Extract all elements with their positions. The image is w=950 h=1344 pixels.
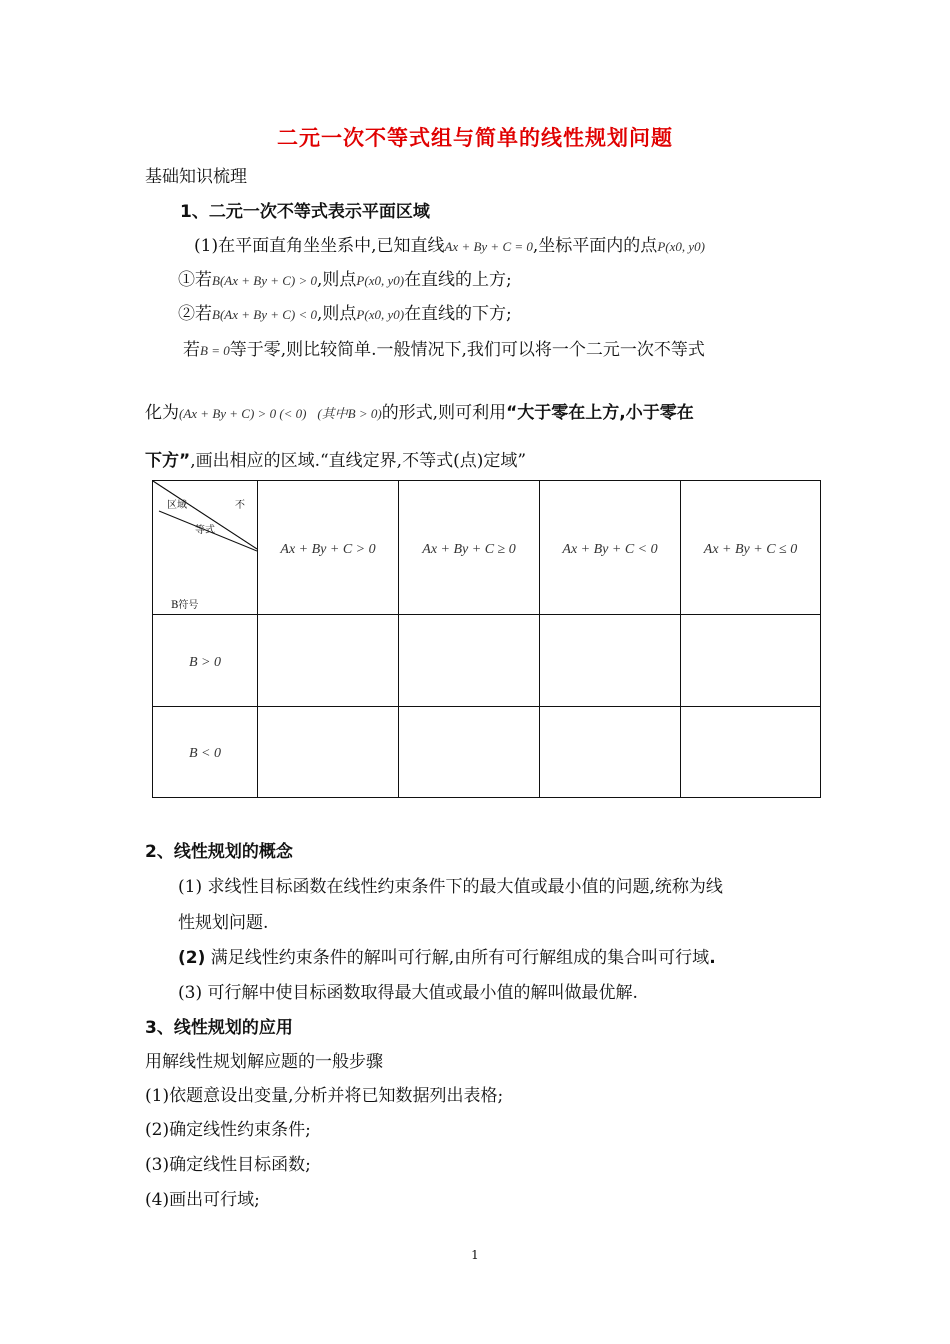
para4-math-2: (其中B > 0)	[317, 406, 382, 421]
s1-para1-text-b: ,坐标平面内的点	[532, 236, 658, 256]
case2-point: P(x0, y0)	[356, 307, 405, 322]
s1-para3	[183, 335, 705, 360]
section3-heading: 3、线性规划的应用	[145, 1018, 293, 1038]
item2-text: 满足线性约束条件的解叫可行解,由所有可行解组成的集合叫可行域	[205, 948, 710, 968]
header-cell-lt	[540, 481, 681, 615]
item2-end: .	[709, 948, 716, 968]
s1-para4	[145, 398, 694, 423]
case1-point: P(x0, y0)	[356, 273, 405, 288]
case1-text-b: ,则点	[317, 270, 357, 290]
case1-text-a: ①若	[178, 270, 212, 290]
table-corner-cell	[153, 481, 258, 615]
corner-label-ineq-1: 不	[235, 500, 245, 511]
para4-text-b: 的形式,则可利用	[381, 403, 507, 423]
para4-bold: “大于零在上方,小于零在	[506, 403, 694, 423]
corner-label-bsign: B符号	[171, 600, 199, 611]
region-table	[152, 480, 821, 798]
page-title: 二元一次不等式组与简单的线性规划问题	[277, 126, 673, 150]
case2-text-b: ,则点	[317, 304, 357, 324]
s1-para1	[194, 231, 705, 256]
para3-text-a: 若	[183, 340, 200, 360]
header-ge: Ax + By + C ≥ 0	[422, 541, 516, 557]
header-cell-ge	[399, 481, 540, 615]
table-cell	[540, 615, 681, 707]
s1-case2	[178, 299, 512, 324]
table-cell	[681, 707, 821, 798]
para5-text: ,画出相应的区域.“直线定界,不等式(点)定域”	[190, 451, 527, 471]
case1-text-c: 在直线的上方;	[404, 270, 512, 290]
section1-heading: 1、二元一次不等式表示平面区域	[180, 202, 430, 222]
s1-case1	[178, 265, 512, 290]
s1-para1-text-a: (1)在平面直角坐坐系中,已知直线	[194, 236, 445, 256]
para5-bold: 下方”	[145, 451, 191, 471]
corner-label-ineq-2: 等式	[195, 525, 215, 536]
para3-text-b: 等于零,则比较简单.一般情况下,我们可以将一个二元一次不等式	[229, 340, 705, 360]
line-equation: Ax + By + C = 0	[444, 239, 533, 254]
case2-text-c: 在直线的下方;	[404, 304, 512, 324]
para4-text-a: 化为	[145, 403, 179, 423]
para3-math: B = 0	[200, 343, 230, 358]
header-lt: Ax + By + C < 0	[562, 541, 658, 557]
table-row	[153, 615, 821, 707]
case1-math: B(Ax + By + C) > 0	[212, 273, 318, 288]
item2-number: (2)	[178, 948, 206, 968]
step-item: (2)确定线性约束条件;	[145, 1120, 311, 1140]
table-cell	[681, 615, 821, 707]
header-gt: Ax + By + C > 0	[280, 541, 376, 557]
section2-heading: 2、线性规划的概念	[145, 842, 293, 862]
s2-item1-b: 性规划问题.	[178, 913, 269, 933]
step-item: (4)画出可行域;	[145, 1190, 260, 1210]
table-cell	[540, 707, 681, 798]
s3-intro: 用解线性规划解应题的一般步骤	[145, 1052, 383, 1072]
para4-math: (Ax + By + C) > 0 (< 0)	[179, 406, 307, 421]
case2-text-a: ②若	[178, 304, 212, 324]
point-p: P(x0, y0)	[657, 239, 705, 254]
row-label-cell	[153, 615, 258, 707]
step-item: (3)确定线性目标函数;	[145, 1155, 311, 1175]
step-item: (1)依题意设出变量,分析并将已知数据列出表格;	[145, 1086, 504, 1106]
header-cell-le	[681, 481, 821, 615]
s2-item3: (3) 可行解中使目标函数取得最大值或最小值的解叫做最优解.	[178, 983, 638, 1003]
table-row	[153, 707, 821, 798]
table-header-row	[153, 481, 821, 615]
table-cell	[399, 707, 540, 798]
s2-item1-a: (1) 求线性目标函数在线性约束条件下的最大值或最小值的问题,统称为线	[178, 877, 723, 897]
section-basic: 基础知识梳理	[145, 167, 247, 187]
table-cell	[258, 707, 399, 798]
corner-label-region: 区域	[167, 500, 187, 511]
case2-math: B(Ax + By + C) < 0	[212, 307, 318, 322]
row-label-cell	[153, 707, 258, 798]
s1-para5	[145, 446, 526, 471]
table-cell	[258, 615, 399, 707]
header-cell-gt	[258, 481, 399, 615]
row-label-b-negative: B < 0	[189, 746, 221, 761]
s2-item2	[178, 943, 716, 968]
page-number: 1	[471, 1248, 479, 1262]
header-le: Ax + By + C ≤ 0	[703, 541, 798, 557]
table-cell	[399, 615, 540, 707]
row-label-b-positive: B > 0	[189, 654, 221, 670]
